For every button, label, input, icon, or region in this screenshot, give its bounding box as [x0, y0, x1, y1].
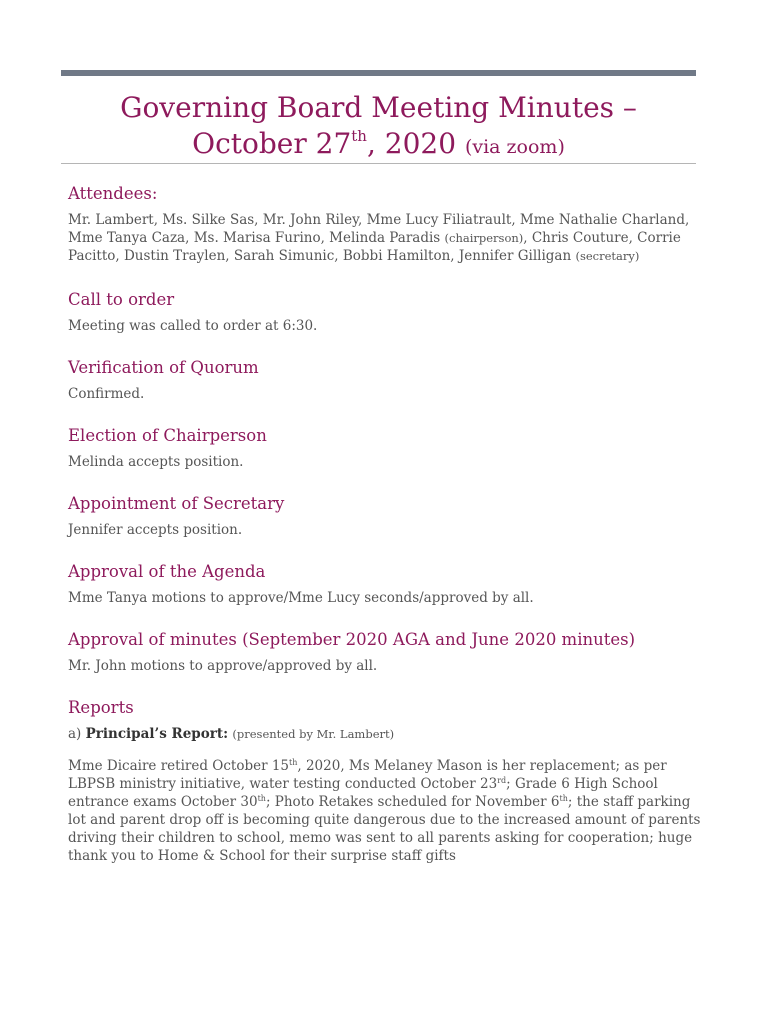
attendees-list: [68, 211, 708, 265]
top-rule: [61, 70, 696, 76]
agenda-heading: Approval of the Agenda: [68, 562, 266, 581]
chair-election-heading: Election of Chairperson: [68, 426, 267, 445]
call-to-order-text: Meeting was called to order at 6:30.: [68, 318, 318, 334]
secretary-heading: Appointment of Secretary: [68, 494, 285, 513]
report-text-3: ; Grade 6 High School entrance exams October 30: [68, 776, 658, 810]
agenda-text: Mme Tanya motions to approve/Mme Lucy seconds/approved by all.: [68, 590, 534, 606]
attendees-heading: Attendees:: [68, 184, 158, 203]
ordinal-2: rd: [497, 776, 507, 785]
title-date: October 27: [192, 127, 352, 160]
attendees-section: [68, 183, 708, 265]
report-text-4: ; Photo Retakes scheduled for November 6: [265, 794, 560, 810]
minutes-body: [68, 183, 708, 865]
report-text-1: Mme Dicaire retired October 15: [68, 758, 290, 774]
quorum-section: [68, 357, 708, 403]
principal-report-heading: [68, 725, 708, 743]
principal-report-title: Principal’s Report:: [85, 726, 229, 742]
ordinal-1: th: [289, 758, 298, 767]
chairperson-note: (chairperson): [444, 231, 524, 245]
secretary-note: (secretary): [575, 249, 640, 263]
document-title: [61, 90, 696, 165]
chair-election-section: [68, 425, 708, 471]
attendees-names: Mr. Lambert, Ms. Silke Sas, Mr. John Riley, Mme Lucy Filiatrault, Mme Nathalie Charland, Mme Tanya Caza, Ms. Marisa Furino, Melinda Paradis: [68, 212, 690, 246]
ordinal-4: th: [559, 794, 568, 803]
ordinal-3: th: [257, 794, 266, 803]
principal-report-note: (presented by Mr. Lambert): [232, 727, 395, 741]
quorum-text: Confirmed.: [68, 386, 145, 402]
title-via: (via zoom): [464, 136, 565, 158]
call-to-order-heading: Call to order: [68, 290, 175, 309]
reports-section: [68, 697, 708, 865]
reports-heading: Reports: [68, 698, 134, 717]
minutes-approval-text: Mr. John motions to approve/approved by all.: [68, 658, 378, 674]
agenda-section: [68, 561, 708, 607]
title-line-1: Governing Board Meeting Minutes –: [120, 91, 637, 124]
call-to-order-section: [68, 289, 708, 335]
report-prefix: a): [68, 726, 82, 742]
title-date-ordinal: th: [351, 127, 367, 145]
secretary-text: Jennifer accepts position.: [68, 522, 243, 538]
report-text-5: ; the staff parking lot and parent drop off is becoming quite dangerous due to the increased amount of parents driving their children to school, memo was sent to all parents asking for cooperation; huge thank you to Home & School for their surprise staff gifts: [68, 794, 701, 864]
report-text-2: , 2020, Ms Melaney Mason is her replacement; as per LBPSB ministry initiative, water testing conducted October 23: [68, 758, 667, 792]
minutes-approval-heading: Approval of minutes (September 2020 AGA and June 2020 minutes): [68, 630, 636, 649]
quorum-heading: Verification of Quorum: [68, 358, 259, 377]
title-line-2: [61, 126, 696, 165]
secretary-section: [68, 493, 708, 539]
minutes-approval-section: [68, 629, 708, 675]
chair-election-text: Melinda accepts position.: [68, 454, 244, 470]
title-rule: [61, 163, 696, 164]
attendees-names-rest: , Chris Couture, Corrie Pacitto, Dustin Traylen, Sarah Simunic, Bobbi Hamilton, Jennifer Gilligan: [68, 230, 681, 264]
title-year: , 2020: [366, 127, 457, 160]
principal-report-text: [68, 757, 708, 865]
